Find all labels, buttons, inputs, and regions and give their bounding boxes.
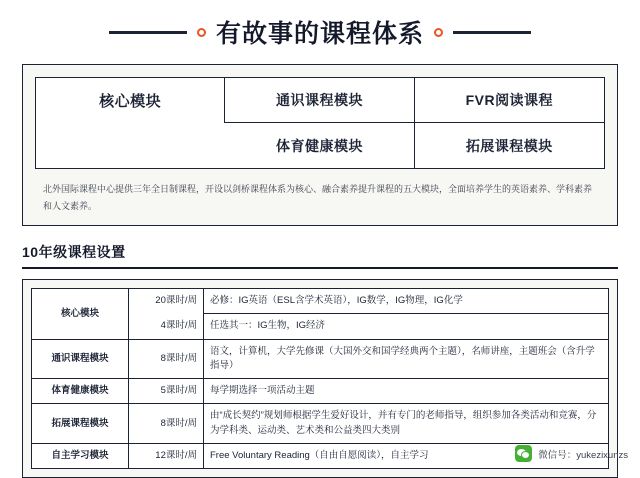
title-dot-right-icon: [434, 28, 443, 37]
row-description: 任选其一：IG生物，IG经济: [204, 314, 609, 339]
footer-wechat-id: 微信号：yukezixunzs: [538, 449, 628, 461]
row-module-name: 拓展课程模块: [32, 404, 129, 444]
panel-note: 北外国际课程中心提供三年全日制课程，开设以剑桥课程体系为核心、融合素养提升课程的五大模块，全面培养学生的英语素养、学科素养和人文素养。: [43, 184, 593, 212]
table-row: [32, 289, 609, 314]
page-title: 有故事的课程体系: [215, 20, 424, 48]
section-heading: 10年级课程设置: [22, 242, 618, 269]
title-rule-left: [109, 31, 187, 34]
wechat-icon: [515, 445, 532, 462]
table-row: [32, 404, 609, 444]
row-description: 语文，计算机，大学先修课（大国外交和国学经典两个主题），名师讲座，主题班会（含升学指导）: [204, 339, 609, 379]
title-dot-left-icon: [197, 28, 206, 37]
row-description: Free Voluntary Reading（自由自愿阅读），自主学习: [204, 443, 609, 468]
row-hours: 8课时/周: [129, 339, 204, 379]
table-row: [32, 379, 609, 404]
title-rule-right: [453, 31, 531, 34]
page-title-row: [0, 0, 640, 60]
row-hours: 12课时/周: [129, 443, 204, 468]
row-hours: 5课时/周: [129, 379, 204, 404]
course-table: [31, 288, 609, 469]
row-description: 必修：IG英语（ESL含学术英语），IG数学，IG物理，IG化学: [204, 289, 609, 314]
row-description: 由“成长契约”规划师根据学生爱好设计，并有专门的老师指导，组织参加各类活动和竞赛，分为学科类、运动类、艺术类和公益类四大类别: [204, 404, 609, 444]
row-hours: 4课时/周: [129, 314, 204, 339]
module-cell-core: 核心模块: [36, 78, 225, 123]
row-description: 每学期选择一项活动主题: [204, 379, 609, 404]
row-module-name: 通识课程模块: [32, 339, 129, 379]
row-module-name: 体育健康模块: [32, 379, 129, 404]
module-cell-fvr: FVR阅读课程: [415, 78, 604, 123]
table-row: [32, 339, 609, 379]
module-cell-pe-health: 体育健康模块: [225, 123, 414, 168]
module-grid: [35, 77, 605, 169]
module-panel: [22, 64, 618, 226]
row-hours: 8课时/周: [129, 404, 204, 444]
row-module-name: 核心模块: [32, 289, 129, 340]
module-cell-extension: 拓展课程模块: [465, 137, 553, 154]
row-module-name: 自主学习模块: [32, 443, 129, 468]
row-hours: 20课时/周: [129, 289, 204, 314]
module-cell-general: 通识课程模块: [225, 78, 414, 123]
footer: [515, 445, 628, 462]
